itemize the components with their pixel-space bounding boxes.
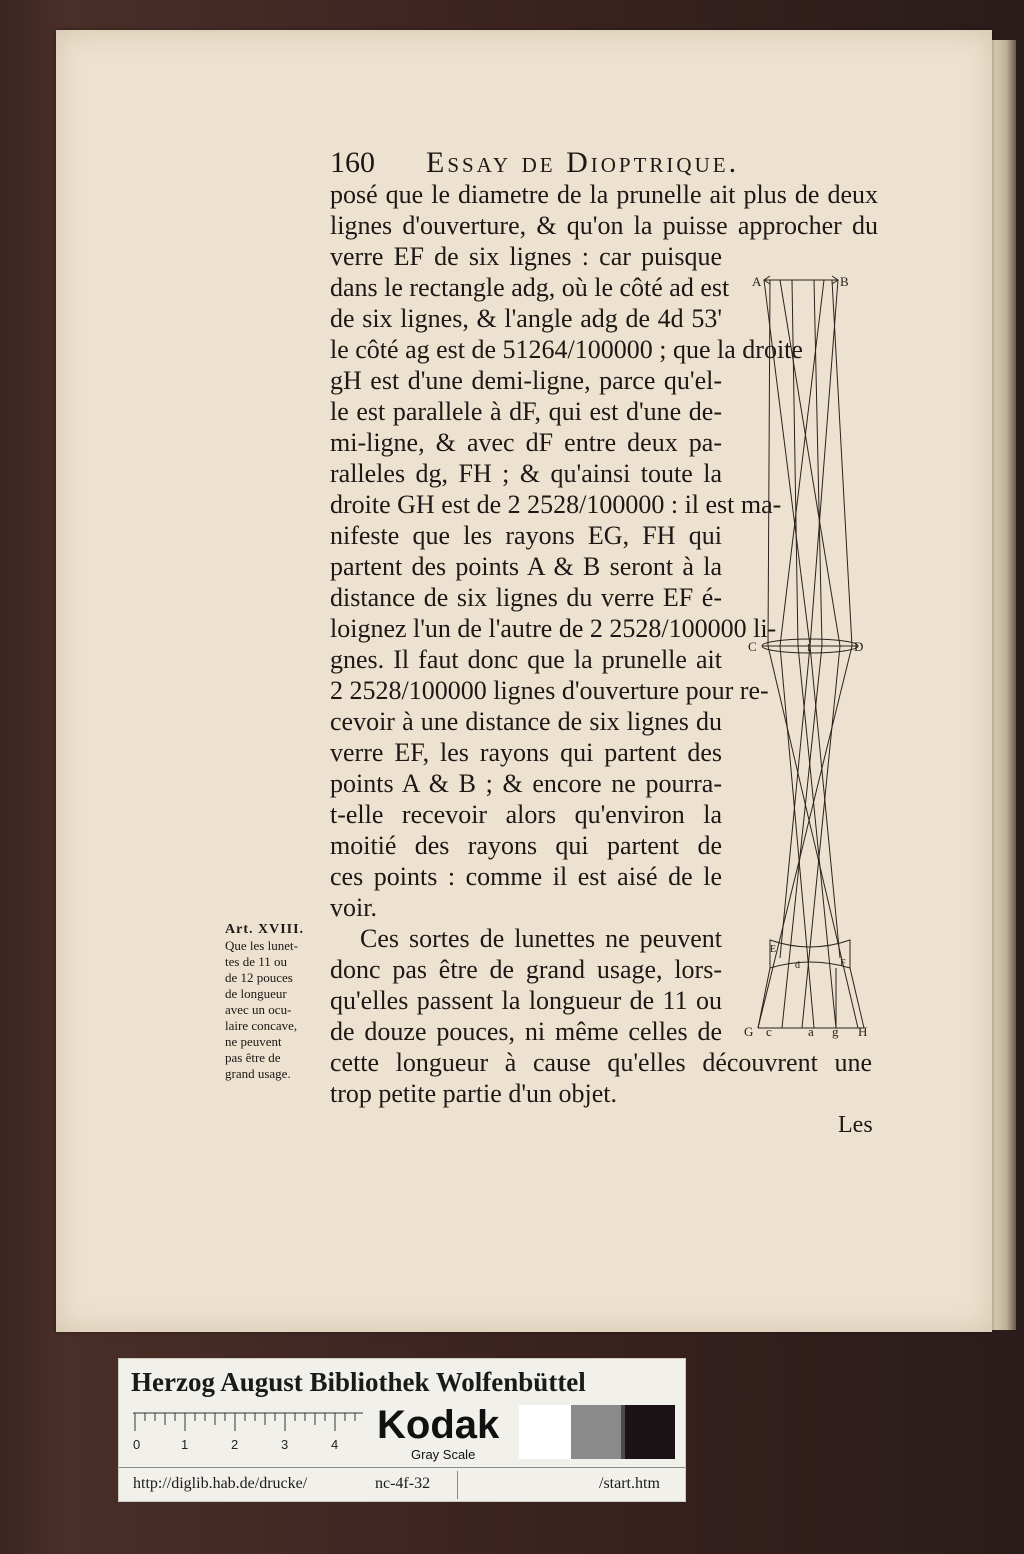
text-line: posé que le diametre de la prunelle ait plus de deux [330, 180, 878, 209]
text-line: voir. [330, 893, 377, 922]
label-e: E [770, 944, 777, 955]
ray-line [768, 280, 770, 646]
start-page-url: /start.htm [599, 1475, 660, 1492]
label-g-lower: g [832, 1024, 839, 1039]
margin-note-line: grand usage. [225, 1066, 291, 1081]
digital-library-url: http://diglib.hab.de/drucke/ [133, 1475, 308, 1492]
margin-note-line: pas être de [225, 1050, 281, 1065]
ray-line [798, 646, 836, 1028]
text-line: Ces sortes de lunettes ne peuvent [360, 924, 722, 953]
shelfmark: nc-4f-32 [375, 1475, 431, 1492]
label-b: B [840, 274, 849, 289]
running-title: Essay de Dioptrique. [426, 146, 740, 179]
text-line: nifeste que les rayons EG, FH qui [330, 521, 722, 550]
margin-note-line: ne peuvent [225, 1034, 282, 1049]
margin-note-line: tes de 11 ou [225, 954, 287, 969]
margin-note [225, 922, 325, 1082]
text-line: le est parallele à dF, qui est d'une de- [330, 397, 722, 426]
margin-note-line: laire concave, [225, 1018, 298, 1033]
text-line: donc pas être de grand usage, lors- [330, 955, 722, 984]
text-line: de douze pouces, ni même celles de [330, 1017, 722, 1046]
label-a-lower: a [808, 1024, 814, 1039]
card-footer [119, 1467, 685, 1501]
text-line: de six lignes, & l'angle adg de 4d 53' [330, 304, 722, 333]
text-line: le côté ag est de 51264/100000 ; que la droite [330, 335, 803, 364]
gray-swatch [571, 1405, 621, 1459]
ray-line [792, 280, 798, 646]
text-line: partent des points A & B seront à la [330, 552, 722, 581]
text-line: cette longueur à cause qu'elles découvrent une [330, 1048, 872, 1077]
text-line: loignez l'un de l'autre de 2 2528/100000 li- [330, 614, 777, 643]
kodak-logo: Kodak [377, 1403, 500, 1447]
text-line: mi-ligne, & avec dF entre deux pa- [330, 428, 722, 457]
ruler-number: 2 [231, 1437, 239, 1451]
text-line: verre EF, les rayons qui partent des [330, 738, 722, 767]
text-line: gH est d'une demi-ligne, parce qu'el- [330, 366, 722, 395]
catchword: Les [838, 1112, 873, 1138]
text-line: verre EF de six lignes : car puisque [330, 242, 722, 271]
text-line: 2 2528/100000 lignes d'ouverture pour re- [330, 676, 769, 705]
text-line: trop petite partie d'un objet. [330, 1079, 617, 1108]
margin-note-line: de longueur [225, 986, 287, 1001]
margin-note-line: Que les lunet- [225, 938, 298, 953]
gray-scale-label: Gray Scale [411, 1447, 476, 1462]
label-c: C [748, 639, 757, 654]
text-line: points A & B ; & encore ne pourra- [330, 769, 722, 798]
ruler-number: 4 [331, 1437, 339, 1451]
color-reference-card [118, 1358, 686, 1502]
gray-swatch [625, 1405, 675, 1459]
text-line: distance de six lignes du verre EF é- [330, 583, 722, 612]
gray-swatch [519, 1405, 571, 1459]
label-f: F [840, 958, 846, 969]
article-number: Art. XVIII. [225, 922, 305, 937]
ray-line [780, 280, 840, 646]
label-i: I [807, 643, 811, 654]
text-line: t-elle recevoir alors qu'environ la [330, 800, 722, 829]
ruler-number: 1 [181, 1437, 189, 1451]
label-g-upper: G [744, 1024, 754, 1039]
ray-line [758, 968, 770, 1028]
text-line: dans le rectangle adg, où le côté ad est [330, 273, 730, 302]
optics-ray-diagram [740, 268, 880, 1040]
ray-line [814, 280, 822, 646]
ray-line [768, 646, 858, 1028]
ruler-number: 3 [281, 1437, 289, 1451]
label-h: H [858, 1024, 868, 1039]
ray-line [810, 280, 838, 646]
margin-note-line: de 12 pouces [225, 970, 293, 985]
gray-scale-swatches [519, 1405, 675, 1459]
ruler-number: 0 [133, 1437, 141, 1451]
institution-name: Herzog August Bibliothek Wolfenbüttel [131, 1367, 586, 1397]
text-line: cevoir à une distance de six lignes du [330, 707, 722, 736]
label-d: D [854, 639, 864, 654]
text-line: ces points : comme il est aisé de le [330, 862, 722, 891]
ray-line [832, 280, 852, 646]
ruler-scale [133, 1411, 363, 1451]
text-line: qu'elles passent la longueur de 11 ou [330, 986, 722, 1015]
margin-note-line: avec un ocu- [225, 1002, 292, 1017]
ray-line [850, 968, 864, 1028]
text-line: moitié des rayons qui partent de [330, 831, 722, 860]
label-a: A [752, 274, 762, 289]
page-number: 160 [330, 146, 375, 179]
text-line: ralleles dg, FH ; & qu'ainsi toute la [330, 459, 722, 488]
ray-line [758, 646, 852, 1028]
label-d-lower: d [795, 960, 800, 971]
text-line: droite GH est de 2 2528/100000 : il est ma- [330, 490, 782, 519]
text-line: lignes d'ouverture, & qu'on la puisse approcher du [330, 211, 878, 240]
ray-line [802, 646, 840, 1028]
page-edge [992, 40, 1016, 1330]
text-line: gnes. Il faut donc que la prunelle ait [330, 645, 722, 674]
label-c-lower: c [766, 1024, 772, 1039]
